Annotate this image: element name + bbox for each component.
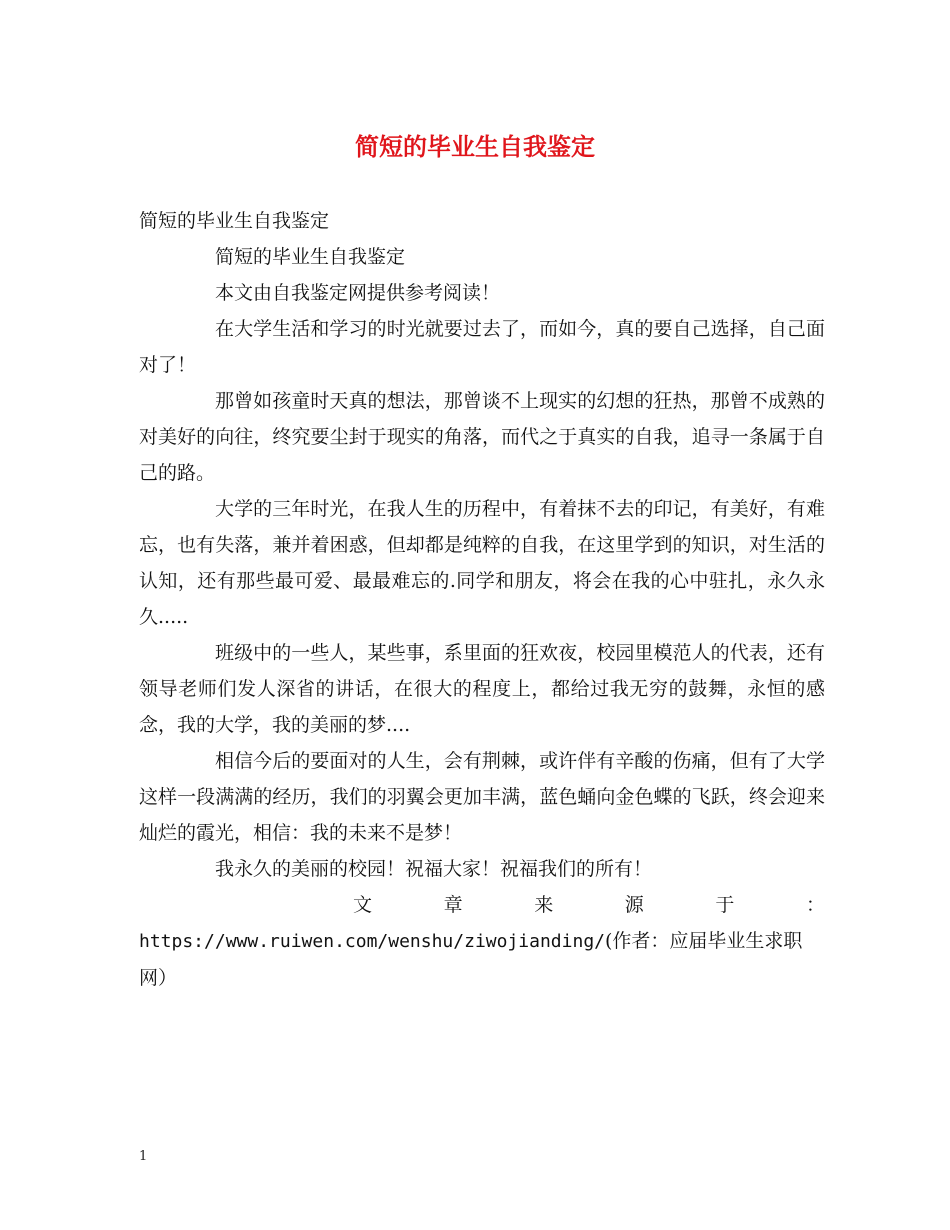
paragraph: 那曾如孩童时天真的想法，那曾谈不上现实的幻想的狂热，那曾不成熟的对美好的向往，终究要尘封于现实的角落，而代之于真实的自我，追寻一条属于自己的路。 xyxy=(139,390,825,484)
source-author: (作者：应届毕业生求职网） xyxy=(139,930,803,989)
source-char: 章 xyxy=(443,894,463,916)
source-char: 于 xyxy=(715,894,735,916)
body-heading: 简短的毕业生自我鉴定 xyxy=(139,210,330,232)
body-subheading: 简短的毕业生自我鉴定 xyxy=(215,246,406,268)
paragraph: 在大学生活和学习的时光就要过去了，而如今，真的要自己选择，自己面对了！ xyxy=(139,318,825,376)
paragraph: 相信今后的要面对的人生，会有荆棘，或许伴有辛酸的伤痛，但有了大学这样一段满满的经历，我们的羽翼会更加丰满，蓝色蛹向金色蝶的飞跃，终会迎来灿烂的霞光，相信：我的未来不是梦！ xyxy=(139,750,825,844)
source-note: 本文由自我鉴定网提供参考阅读！ xyxy=(215,282,501,304)
paragraph: 大学的三年时光，在我人生的历程中，有着抹不去的印记，有美好，有难忘，也有失落，兼并着困惑，但却都是纯粹的自我，在这里学到的知识，对生活的认知，还有那些最可爱、最最难忘的.同学和朋友，将会在我的心中驻扎，永久永久..... xyxy=(139,498,825,628)
document-title: 简短的毕业生自我鉴定 xyxy=(355,132,595,161)
paragraph: 班级中的一些人，某些事，系里面的狂欢夜，校园里模范人的代表，还有领导老师们发人深省的讲话，在很大的程度上，都给过我无穷的鼓舞，永恒的感念，我的大学，我的美丽的梦.... xyxy=(139,642,825,736)
source-char: 源 xyxy=(624,894,644,916)
source-char: 文 xyxy=(353,894,373,916)
source-label xyxy=(139,887,825,923)
page-number: 1 xyxy=(139,1149,148,1164)
source-char: ： xyxy=(805,894,825,916)
source-char: 来 xyxy=(534,894,554,916)
source-citation xyxy=(139,923,825,996)
closing-line: 我永久的美丽的校园！祝福大家！祝福我们的所有！ xyxy=(215,858,653,880)
document-body xyxy=(139,203,825,996)
source-url: https://www.ruiwen.com/wenshu/ziwojianding/ xyxy=(139,931,605,952)
